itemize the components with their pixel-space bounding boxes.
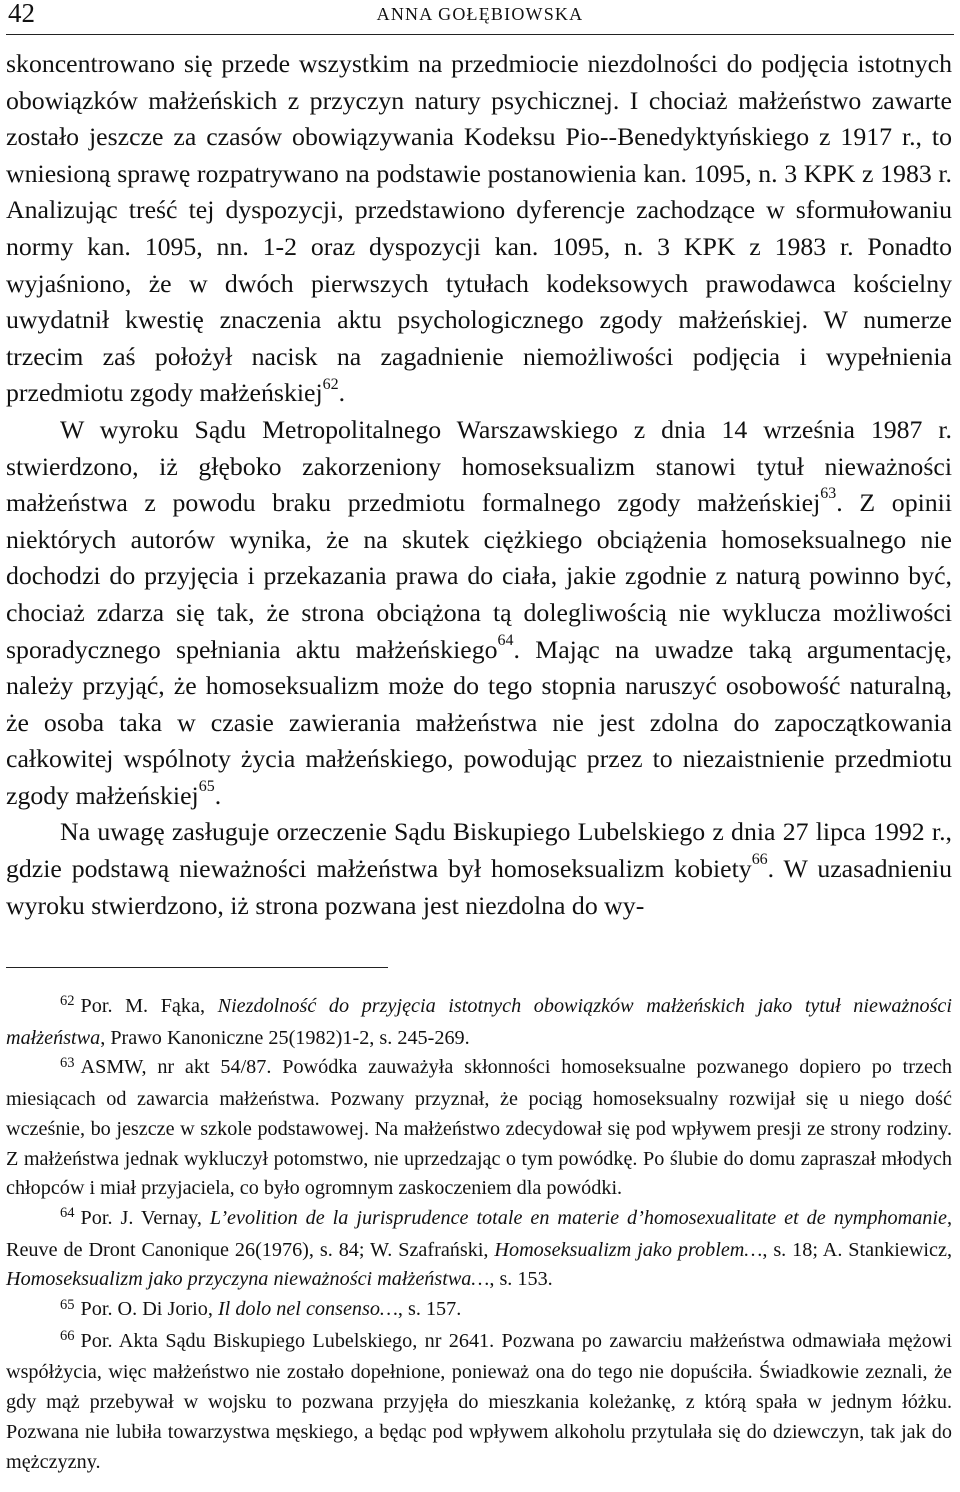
- running-head: ANNA GOŁĘBIOWSKA: [376, 4, 584, 24]
- footnote-ref-65[interactable]: 65: [198, 778, 215, 796]
- paragraph-3: [6, 814, 952, 924]
- paragraph-1: [6, 46, 952, 412]
- footnote-ref-63[interactable]: 63: [820, 485, 837, 503]
- footnote-64: [6, 1204, 952, 1295]
- footnote-divider: [6, 967, 388, 968]
- footnote-ref-66[interactable]: 66: [751, 851, 768, 869]
- footnote-ref-64[interactable]: 64: [497, 631, 514, 649]
- footnote-number: 63: [60, 1054, 75, 1071]
- paragraph-2-text-d: .: [214, 780, 222, 810]
- footnote-ref-62[interactable]: 62: [322, 375, 339, 393]
- footnote-text: Por. J. Vernay,: [80, 1206, 210, 1229]
- footnote-62: [6, 992, 952, 1053]
- paragraph-2-text-a: W wyroku Sądu Metropolitalnego Warszawskiego z dnia 14 września 1987 r. stwierdzono, iż głęboko zakorzeniony homoseksualizm stanowi tytuł nieważności małżeństwa z powodu braku przedmiotu formalnego zgody małżeńskiej: [6, 414, 952, 518]
- paragraph-1-text: skoncentrowano się przede wszystkim na przedmiocie niezdolności do podjęcia istotnych obowiązków małżeńskich z przyczyn natury psychicznej. I chociaż małżeństwo zawarte zostało jeszcze za czasów obowiązywania Kodeksu Pio--Benedyktyńskiego z 1917 r., to wniesioną sprawę rozpatrywano na podstawie postanowienia kan. 1095, n. 3 KPK z 1983 r. Analizując treść tej dyspozycji, przedstawiono dyferencje zachodzące w sformułowaniu normy kan. 1095, nn. 1-2 oraz dyspozycji kan. 1095, n. 3 KPK z 1983 r. Ponadto wyjaśniono, że w dwóch pierwszych tytułach kodeksowych prawodawca kościelny uwydatnił kwestię znaczenia aktu psychologicznego zgody małżeńskiej. W numerze trzecim zaś położył nacisk na zagadnienie niemożliwości podjęcia i wypełnienia przedmiotu zgody małżeńskiej: [6, 49, 952, 408]
- footnote-text: ASMW, nr akt 54/87. Powódka zauważyła skłonności homoseksualne pozwanego dopiero po trzech miesiącach od zawarcia małżeństwa. Pozwany przyznał, że pociąg homoseksualny rozwijał się u niego dość wcześnie, bo jeszcze w szkole podstawowej. Na małżeństwo zdecydował się pod wpływem presji ze strony rodziny. Z małżeństwa jednak wykluczył potomstwo, nie uprzedzając o tym powódkę. Po ślubie do domu zapraszał młodych chłopców i miał przyjaciela, co było ogromnym zaskoczeniem dla powódki.: [6, 1056, 952, 1200]
- footnote-text: , Prawo Kanoniczne 25(1982)1-2, s. 245-269.: [100, 1026, 470, 1049]
- footnotes: [6, 992, 952, 1477]
- footnote-text: Por. Akta Sądu Biskupiego Lubelskiego, nr 2641. Pozwana po zawarciu małżeństwa odmawiała mężowi współżycia, więc małżeństwo nie zostało dopełnione, ponieważ ona do tego nie dopuściła. Świadkowie zeznali, że gdy mąż przebywał w wojsku to pozwana przyjęła do mieszkania koleżankę, z którą spała w jednym łóżku. Pozwana nie lubiła towarzystwa męskiego, a będąc pod wpływem alkoholu przytulała się do dziewczyn, tak jak do mężczyzny.: [6, 1329, 952, 1473]
- paragraph-3-text-a: Na uwagę zasługuje orzeczenie Sądu Biskupiego Lubelskiego z dnia 27 lipca 1992 r., gdzie podstawą nieważności małżeństwa był homoseksualizm kobiety: [6, 817, 952, 884]
- footnote-number: 65: [60, 1296, 75, 1313]
- footnote-title: Niezdolność do przyjęcia istotnych obowiązków małżeńskich jako tytuł nieważności małżeństwa: [6, 995, 952, 1049]
- footnote-text: , Reuve de Dront Canonique 26(1976), s. 84; W. Szafrański,: [6, 1206, 952, 1261]
- footnote-66: [6, 1327, 952, 1478]
- footnote-title: L’evolition de la jurisprudence totale en materie d’homosexualitate et de nymphomanie: [209, 1206, 947, 1229]
- footnote-text: Por. M. Fąka,: [80, 995, 218, 1017]
- footnote-63: [6, 1053, 952, 1204]
- page-number: 42: [8, 0, 35, 28]
- footnote-text: , s. 18; A. Stankiewicz,: [762, 1238, 953, 1261]
- paragraph-3-text-b: . W uzasadnieniu wyroku stwierdzono, iż strona pozwana jest niezdolna do wy-: [6, 854, 952, 920]
- footnote-title: Homoseksualizm jako problem…: [494, 1238, 763, 1261]
- page-header: [6, 0, 954, 35]
- footnote-title: Il dolo nel consenso…: [217, 1298, 398, 1321]
- footnote-number: 66: [60, 1328, 75, 1345]
- paragraph-2: [6, 412, 952, 815]
- footnote-number: 62: [60, 993, 75, 1010]
- footnote-title: Homoseksualizm jako przyczyna nieważności małżeństwa…: [6, 1268, 490, 1291]
- footnote-number: 64: [60, 1205, 75, 1222]
- paragraph-2-text-c: . Mając na uwadze taką argumentację, należy przyjąć, że homoseksualizm może do tego stopnia naruszyć osobowość naturalną, że osoba taka w czasie zawierania małżeństwa nie jest zdolna do zapoczątkowania całkowitej wspólnoty życia małżeńskiego, powodując przez to niezaistnienie przedmiotu zgody małżeńskiej: [6, 634, 952, 810]
- footnote-text: , s. 157.: [397, 1298, 462, 1321]
- footnote-65: [6, 1295, 952, 1327]
- paragraph-1-end: .: [338, 378, 346, 408]
- paragraph-2-text-b: . Z opinii niektórych autorów wynika, że na skutek ciężkiego obciążenia homoseksualnego nie dochodzi do przyjęcia i przekazania prawa do ciała, jakie zgodnie z naturą powinno być, chociaż zdarza się tak, że strona obciążona tą dolegliwością nie wyklucza możliwości sporadycznego spełniania aktu małżeńskiego: [6, 488, 952, 664]
- main-text: [6, 46, 952, 924]
- footnote-text: Por. O. Di Jorio,: [80, 1298, 218, 1321]
- footnote-text: , s. 153.: [489, 1268, 553, 1291]
